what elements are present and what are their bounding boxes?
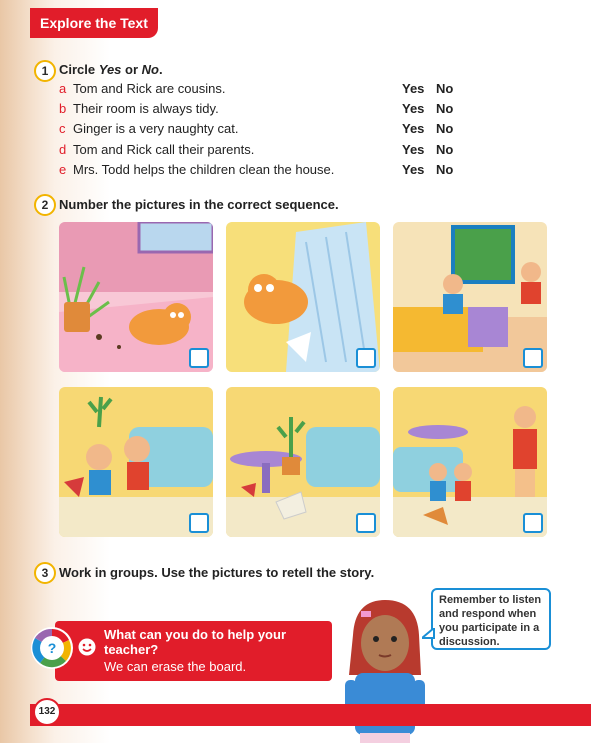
question-row: e Mrs. Todd helps the children clean the house. — [59, 162, 335, 177]
sequence-checkbox[interactable] — [523, 348, 543, 368]
question-row: a Tom and Rick are cousins. — [59, 81, 226, 96]
story-picture-cat-plant — [59, 222, 213, 372]
question-row: c Ginger is a very naughty cat. — [59, 121, 239, 136]
story-picture-boys-floor — [59, 387, 213, 537]
question-row: b Their room is always tidy. — [59, 101, 219, 116]
svg-text:?: ? — [47, 640, 57, 656]
smiley-icon — [78, 638, 96, 656]
no-option[interactable]: No — [436, 81, 454, 96]
story-picture-boys-bedroom — [393, 222, 547, 372]
story-picture-messy-room — [226, 387, 380, 537]
sequence-checkbox[interactable] — [356, 513, 376, 533]
no-option[interactable]: No — [436, 142, 454, 157]
tip-answer: We can erase the board. — [104, 659, 247, 674]
page-number: 132 — [33, 698, 61, 726]
no-option[interactable]: No — [436, 101, 454, 116]
yes-option[interactable]: Yes — [402, 101, 425, 116]
story-picture-mother-boys — [393, 387, 547, 537]
footer-bar — [30, 704, 591, 726]
section-header: Explore the Text — [30, 8, 158, 38]
sequence-checkbox[interactable] — [523, 513, 543, 533]
yes-option[interactable]: Yes — [402, 142, 425, 157]
exercise-number-1: 1 — [34, 60, 56, 82]
sequence-checkbox[interactable] — [189, 348, 209, 368]
exercise-number-2: 2 — [34, 194, 56, 216]
no-option[interactable]: No — [436, 162, 454, 177]
sequence-checkbox[interactable] — [356, 348, 376, 368]
tip-question: What can you do to help your teacher? — [104, 627, 286, 657]
question-row: d Tom and Rick call their parents. — [59, 142, 255, 157]
sequence-checkbox[interactable] — [189, 513, 209, 533]
no-option[interactable]: No — [436, 121, 454, 136]
exercise-3-instruction: Work in groups. Use the pictures to retell the story. — [59, 565, 375, 580]
story-picture-cat-curtain — [226, 222, 380, 372]
yes-option[interactable]: Yes — [402, 81, 425, 96]
question-wheel-icon — [30, 626, 74, 670]
exercise-number-3: 3 — [34, 562, 56, 584]
exercise-1-instruction: Circle Yes or No. — [59, 62, 163, 77]
yes-option[interactable]: Yes — [402, 121, 425, 136]
speech-bubble: Remember to listen and respond when you participate in a discussion. — [431, 588, 551, 650]
exercise-2-instruction: Number the pictures in the correct sequence. — [59, 197, 339, 212]
yes-option[interactable]: Yes — [402, 162, 425, 177]
